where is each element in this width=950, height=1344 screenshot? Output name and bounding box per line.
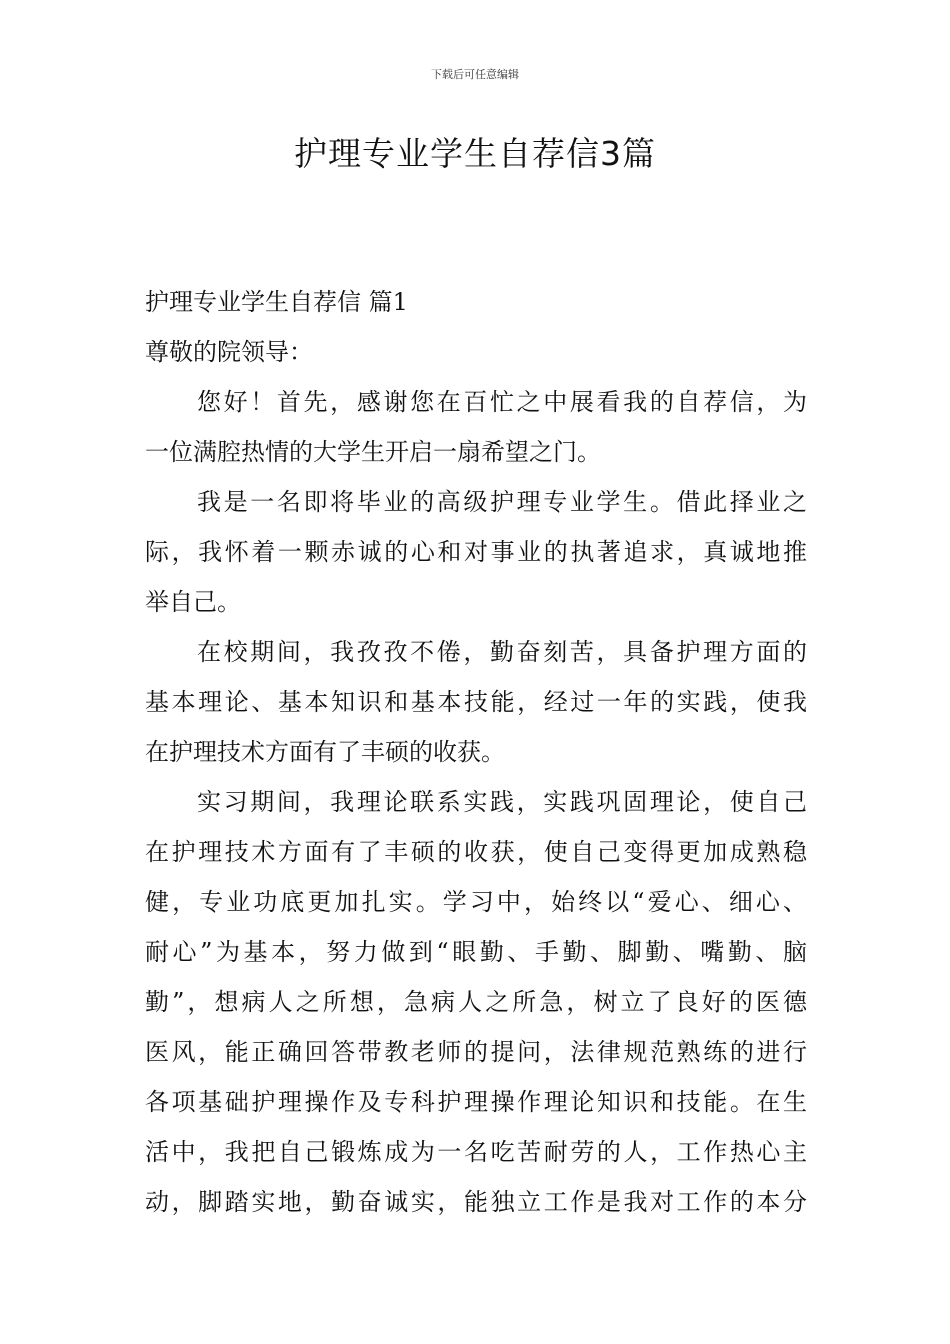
- paragraph-line: 际，我怀着一颗赤诚的心和对事业的执著追求，真诚地推: [145, 538, 807, 566]
- document-title: 护理专业学生自荐信3篇: [294, 134, 656, 173]
- paragraph-line: 实习期间，我理论联系实践，实践巩固理论，使自己: [197, 788, 807, 816]
- paragraph-line: 举自己。: [145, 588, 241, 616]
- paragraph-line: 动，脚踏实地，勤奋诚实，能独立工作是我对工作的本分: [145, 1188, 807, 1216]
- paragraph-line: 医风，能正确回答带教老师的提问，法律规范熟练的进行: [145, 1038, 807, 1066]
- salutation: 尊敬的院领导：: [145, 338, 313, 366]
- paragraph-line: 各项基础护理操作及专科护理操作理论知识和技能。在生: [145, 1088, 807, 1116]
- document-body: [145, 277, 807, 1227]
- paragraph-line: 您好！首先，感谢您在百忙之中展看我的自荐信，为: [197, 388, 807, 416]
- paragraph-line: 基本理论、基本知识和基本技能，经过一年的实践，使我: [145, 688, 807, 716]
- paragraph-line: 在护理技术方面有了丰硕的收获。: [145, 738, 505, 766]
- paragraph-line: 在校期间，我孜孜不倦，勤奋刻苦，具备护理方面的: [197, 638, 807, 666]
- section-heading: 护理专业学生自荐信 篇1: [145, 288, 408, 316]
- paragraph-line: 健，专业功底更加扎实。学习中，始终以“爱心、细心、: [145, 888, 807, 916]
- paragraph-line: 一位满腔热情的大学生开启一扇希望之门。: [145, 438, 601, 466]
- header-note: 下载后可任意编辑: [431, 68, 519, 81]
- paragraph-line: 活中，我把自己锻炼成为一名吃苦耐劳的人，工作热心主: [145, 1138, 807, 1166]
- paragraph-line: 我是一名即将毕业的高级护理专业学生。借此择业之: [197, 488, 807, 516]
- paragraph-line: 勤”，想病人之所想，急病人之所急，树立了良好的医德: [145, 988, 807, 1016]
- paragraph-line: 耐心”为基本，努力做到“眼勤、手勤、脚勤、嘴勤、脑: [145, 938, 807, 966]
- paragraph-line: 在护理技术方面有了丰硕的收获，使自己变得更加成熟稳: [145, 838, 807, 866]
